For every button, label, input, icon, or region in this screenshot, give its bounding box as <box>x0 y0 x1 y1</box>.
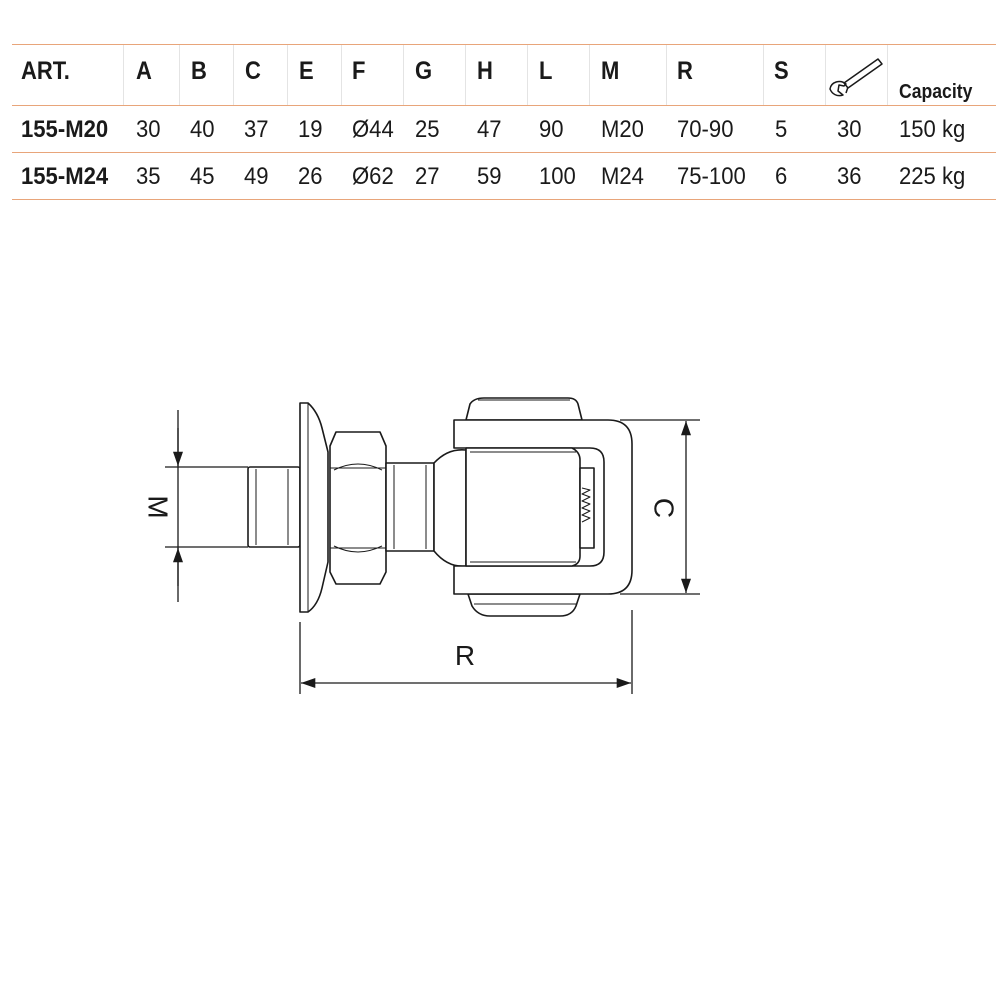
cell-m: M24 <box>601 163 644 190</box>
cell-e: 19 <box>298 116 323 143</box>
col-header-art <box>12 45 124 105</box>
table-header-row <box>12 44 996 106</box>
col-header-capacity <box>888 45 996 105</box>
col-header-wrench <box>826 45 888 105</box>
header-l: L <box>539 57 553 85</box>
col-header-h <box>466 45 528 105</box>
cell-r: 70-90 <box>677 116 734 143</box>
cell-s: 5 <box>775 116 788 143</box>
col-header-m <box>590 45 667 105</box>
dim-label-c: C <box>648 497 680 519</box>
header-m: M <box>601 57 620 85</box>
wrench-icon <box>826 51 888 104</box>
col-header-b <box>180 45 234 105</box>
cell-h: 47 <box>477 116 502 143</box>
col-header-s <box>764 45 826 105</box>
cell-a: 35 <box>136 163 161 190</box>
header-capacity: Capacity <box>899 81 973 103</box>
table-row <box>12 153 996 200</box>
col-header-l <box>528 45 590 105</box>
cell-s: 6 <box>775 163 788 190</box>
header-s: S <box>774 57 789 85</box>
col-header-a <box>124 45 180 105</box>
cell-r: 75-100 <box>677 163 746 190</box>
cell-f: Ø62 <box>352 163 394 190</box>
cell-c: 49 <box>244 163 269 190</box>
cell-capacity: 225 kg <box>899 163 966 190</box>
header-e: E <box>299 57 314 85</box>
header-g: G <box>415 57 433 85</box>
header-r: R <box>677 57 693 85</box>
col-header-f <box>342 45 404 105</box>
cell-g: 25 <box>415 116 440 143</box>
spec-table <box>12 44 996 200</box>
cell-wrench-size: 30 <box>837 116 862 143</box>
cell-g: 27 <box>415 163 440 190</box>
cell-e: 26 <box>298 163 323 190</box>
header-art: ART. <box>21 57 70 85</box>
header-b: B <box>191 57 207 85</box>
dim-label-m: M <box>142 495 174 519</box>
cell-l: 100 <box>539 163 576 190</box>
col-header-c <box>234 45 288 105</box>
table-row <box>12 106 996 153</box>
cell-b: 45 <box>190 163 215 190</box>
cell-wrench-size: 36 <box>837 163 862 190</box>
header-c: C <box>245 57 261 85</box>
header-h: H <box>477 57 493 85</box>
header-a: A <box>136 57 152 85</box>
hinge-part <box>248 398 632 616</box>
cell-art: 155-M20 <box>21 116 109 143</box>
cell-f: Ø44 <box>352 116 394 143</box>
cell-m: M20 <box>601 116 644 143</box>
hinge-technical-drawing <box>0 380 1000 720</box>
col-header-g <box>404 45 466 105</box>
cell-b: 40 <box>190 116 215 143</box>
dim-label-r: R <box>454 640 476 671</box>
col-header-e <box>288 45 342 105</box>
cell-c: 37 <box>244 116 269 143</box>
cell-art: 155-M24 <box>21 163 109 190</box>
cell-a: 30 <box>136 116 161 143</box>
header-f: F <box>352 57 366 85</box>
cell-l: 90 <box>539 116 564 143</box>
cell-capacity: 150 kg <box>899 116 966 143</box>
cell-h: 59 <box>477 163 502 190</box>
col-header-r <box>667 45 764 105</box>
